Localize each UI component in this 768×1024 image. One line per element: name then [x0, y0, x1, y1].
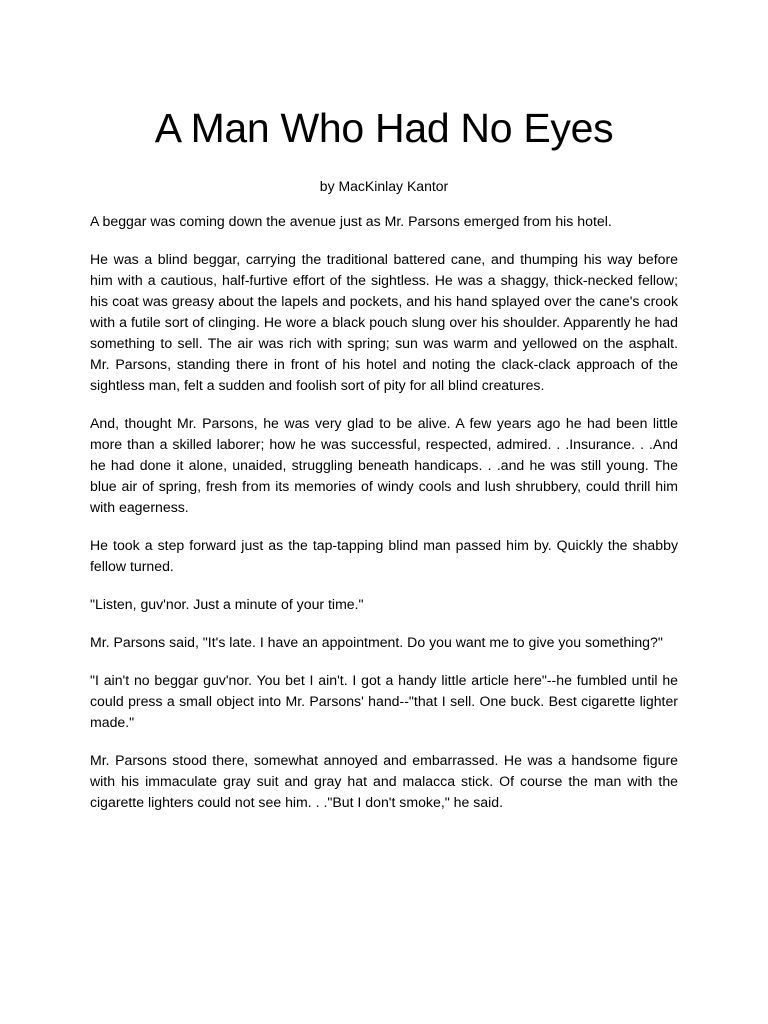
paragraph-7: "I ain't no beggar guv'nor. You bet I ain't. I got a handy little article here"--he fumbled until he could press a small object into Mr. Parsons' hand--"that I sell. One buck. Best cigarette lighter made."	[90, 672, 678, 730]
paragraph-2: He was a blind beggar, carrying the traditional battered cane, and thumping his way before him with a cautious, half-furtive effort of the sightless. He was a shaggy, thick-necked fellow; his coat was greasy about the lapels and pockets, and his hand splayed over the cane's crook with a futile sort of clinging. He wore a black pouch slung over his shoulder. Apparently he had something to sell. The air was rich with spring; sun was warm and yellowed on the asphalt. Mr. Parsons, standing there in front of his hotel and noting the clack-clack approach of the sightless man, felt a sudden and foolish sort of pity for all blind creatures.	[90, 251, 678, 393]
paragraph-8: Mr. Parsons stood there, somewhat annoyed and embarrassed. He was a handsome figure with his immaculate gray suit and gray hat and malacca stick. Of course the man with the cigarette lighters could not see him. . ."But I don't smoke," he said.	[90, 752, 678, 810]
author-byline: by MacKinlay Kantor	[319, 178, 449, 194]
story-body	[90, 211, 678, 813]
paragraph-6: Mr. Parsons said, "It's late. I have an appointment. Do you want me to give you something?"	[90, 634, 663, 650]
paragraph-4: He took a step forward just as the tap-tapping blind man passed him by. Quickly the shabby fellow turned.	[90, 537, 678, 574]
paragraph-5: "Listen, guv'nor. Just a minute of your time."	[90, 596, 364, 612]
document-page	[90, 98, 678, 830]
paragraph-1: A beggar was coming down the avenue just as Mr. Parsons emerged from his hotel.	[90, 213, 612, 229]
paragraph-3: And, thought Mr. Parsons, he was very glad to be alive. A few years ago he had been little more than a skilled laborer; how he was successful, respected, admired. . .Insurance. . .And he had done it alone, unaided, struggling beneath handicaps. . .and he was still young. The blue air of spring, fresh from its memories of windy cools and lush shrubbery, could thrill him with eagerness.	[90, 415, 678, 515]
document-title: A Man Who Had No Eyes	[154, 105, 614, 151]
